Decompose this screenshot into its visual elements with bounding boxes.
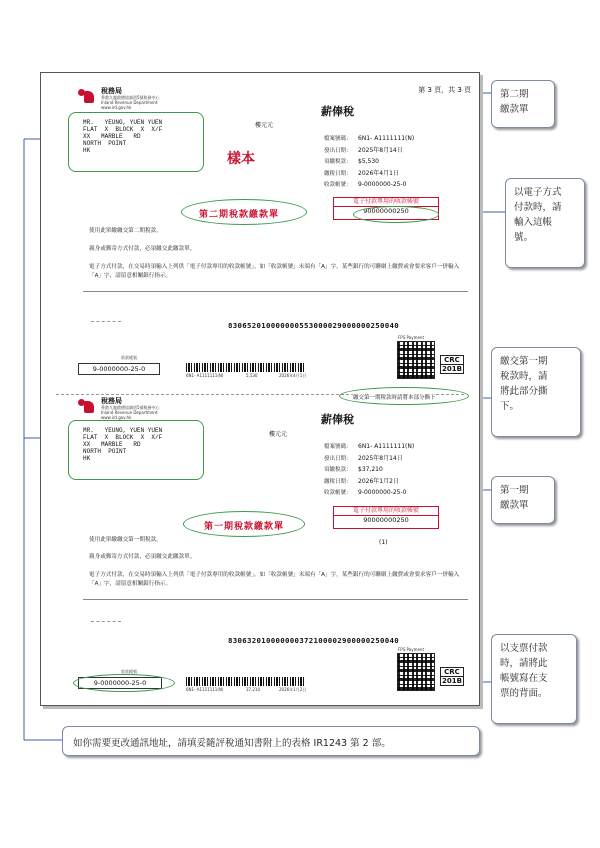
tax-type-title: 薪俸稅 (321, 105, 354, 118)
crc-box (440, 667, 464, 686)
slip2-title: 第二期稅款繳款單 (199, 210, 280, 220)
field-label: 檔案號碼： (324, 136, 352, 142)
field-value: $37,210 (358, 466, 383, 473)
tax-type-title: 薪俸稅 (321, 413, 354, 426)
field-label: 繳稅日期： (324, 170, 352, 177)
callout-epay-account: 以電子方式 付款時，請 輸入這帳 號。 (505, 178, 585, 268)
bar-text-amount: 37,210 (246, 687, 260, 692)
slip1-para3: 電子方式付款，在交易時須輸入上列供「電子付款專用的收款帳號」。如「收款帳號」末端有「A」字，某些銀行的可聯網上繳費或會要求客戶一併輸入「A」字，請留意相關銀行指示。 (89, 572, 460, 587)
field-label: 須繳稅款： (324, 159, 352, 165)
logo-name: 稅務局 (101, 397, 122, 405)
bar-text-date: 2026年4月1日 (279, 373, 307, 378)
field-value: 6N1- A1111111(N) (358, 443, 415, 450)
sample-stamp: 樣本 (227, 151, 255, 167)
tear-note-highlight (339, 387, 469, 405)
fps-qr-code (397, 341, 435, 379)
field-label: 繳稅日期： (324, 478, 352, 485)
fps-label: FPS Payment (398, 647, 425, 652)
logo-sub: 香港九龍啟德協調道5號稅務中心 (101, 95, 160, 100)
callout-first-slip: 第一期 繳款單 (491, 476, 555, 524)
field-value: 2025年8月14日 (358, 146, 403, 154)
fps-label: FPS Payment (398, 335, 425, 340)
field-value: 2026年4月1日 (358, 169, 399, 177)
field-row (324, 433, 415, 450)
slip2-para3: 電子方式付款，在交易時須輸入上列供「電子付款專用的收款帳號」。如「收款帳號」末端有「A」字，某些銀行的可聯網上繳費或會要求客戶一併輸入「A」字，請留意相關銀行指示。 (89, 264, 460, 279)
callout-address-change: 如你需要更改通訊地址，請填妥隨評稅通知書附上的表格 IR1243 第 2 部。 (62, 726, 480, 756)
ird-logo-icon (78, 399, 96, 413)
bar-text-file: 6N1- A1111111(N) (186, 687, 224, 692)
logo-web: www.ird.gov.hk (101, 105, 132, 110)
logo-sub-en: Inland Revenue Department (101, 410, 158, 415)
acct-label: 收款帳號 (121, 355, 137, 360)
slip1-title: 第一期稅款繳款單 (204, 522, 285, 532)
bar-text-file: 6N1- A1111111(N) (186, 373, 224, 378)
divider (91, 621, 121, 622)
acct-label: 收款帳號 (121, 669, 137, 674)
ocr-line: 830652010000000553000029000000250040 (228, 321, 399, 330)
epay-account: 90000000250 (363, 207, 409, 215)
field-row (324, 479, 414, 496)
ocr-line: 830632010000000372100002900000250040 (228, 636, 399, 645)
logo-sub-en: Inland Revenue Department (101, 100, 158, 105)
crc-code: 201B (442, 677, 462, 685)
unit-label: 樓元元 (255, 122, 274, 129)
divider (91, 321, 121, 322)
epay-account-highlight (353, 206, 439, 223)
field-value: 9-0000000-25-0 (358, 181, 407, 188)
acct-number: 9-0000000-25-0 (78, 677, 162, 689)
slip2-title-highlight (181, 199, 307, 225)
slip2-fields (324, 125, 415, 188)
slip1-para1: 使用此單繳繳交第一期稅款。 (89, 537, 162, 543)
note-number: (1) (379, 539, 388, 546)
unit-label: 樓元元 (269, 431, 288, 438)
field-row (324, 171, 414, 188)
epay-header: 電子付款專用的收款帳號 (334, 198, 438, 207)
epay-account: 90000000250 (363, 516, 409, 524)
bar-text-amount: 5,530 (246, 373, 258, 378)
field-row (324, 445, 414, 462)
fps-qr-code (397, 653, 435, 691)
barcode (186, 677, 306, 686)
field-label: 須繳稅款： (324, 467, 352, 473)
page-number: 第 3 頁，共 3 頁 (418, 86, 471, 94)
divider (83, 599, 468, 600)
epay-header: 電子付款專用的收款帳號 (334, 507, 438, 516)
acct-number-highlight (73, 674, 175, 692)
field-row (324, 160, 414, 177)
field-row (324, 137, 414, 154)
field-value: 9-0000000-25-0 (358, 489, 407, 496)
bar-text-date: 2026年1月2日 (279, 687, 307, 692)
field-value: 2025年8月14日 (358, 454, 403, 462)
acct-number: 9-0000000-25-0 (78, 363, 160, 375)
crc-label: CRC (441, 668, 463, 677)
barcode (186, 363, 306, 372)
field-label: 收款帳號： (324, 490, 352, 496)
address-highlight (68, 420, 204, 480)
field-label: 收款帳號： (324, 182, 352, 188)
field-label: 檔案號碼： (324, 444, 352, 450)
slip1-fields (324, 433, 415, 496)
tear-note: 繳交第一期稅款時請將本部分撕下 (353, 395, 436, 401)
epay-account-box (333, 506, 439, 529)
slip2-para2: 親身或郵寄方式付款，必須繳交此繳款單。 (89, 246, 196, 252)
ird-logo-icon (78, 89, 96, 103)
field-value: 6N1- A1111111(N) (358, 135, 415, 142)
field-row (324, 468, 414, 485)
slip2-para1: 使用此單繳繳交第二期稅款。 (89, 228, 162, 234)
callout-tear-off: 繳交第一期 稅款時，請 將此部分撕 下。 (491, 347, 581, 437)
crc-box (440, 355, 464, 374)
field-label: 發出日期： (324, 147, 352, 154)
slip1-para2: 親身或郵寄方式付款，必須繳交此繳款單。 (89, 554, 196, 560)
field-value: $5,530 (358, 158, 379, 165)
callout-cheque: 以支票付款 時，請將此 帳號寫在支 票的背面。 (491, 634, 577, 724)
address-highlight (68, 112, 204, 172)
field-row (324, 125, 415, 142)
crc-label: CRC (441, 356, 463, 365)
divider (83, 291, 468, 292)
callout-second-slip: 第二期 繳款單 (491, 80, 555, 128)
taxpayer-address: MR. YEUNG, YUEN YUEN FLAT X BLOCK X X/F XX MARBLE RD NORTH POINT HK (83, 427, 163, 462)
field-label: 發出日期： (324, 455, 352, 462)
slip1-title-highlight (183, 511, 305, 537)
logo-sub: 香港九龍啟德協調道5號稅務中心 (101, 405, 160, 410)
taxpayer-address: MR. YEUNG, YUEN YUEN FLAT X BLOCK X X/F XX MARBLE RD NORTH POINT HK (83, 119, 163, 154)
field-value: 2026年1月2日 (358, 477, 399, 485)
crc-code: 201B (442, 365, 462, 373)
logo-web: www.ird.gov.hk (101, 415, 132, 420)
logo-name: 稅務局 (101, 87, 122, 95)
